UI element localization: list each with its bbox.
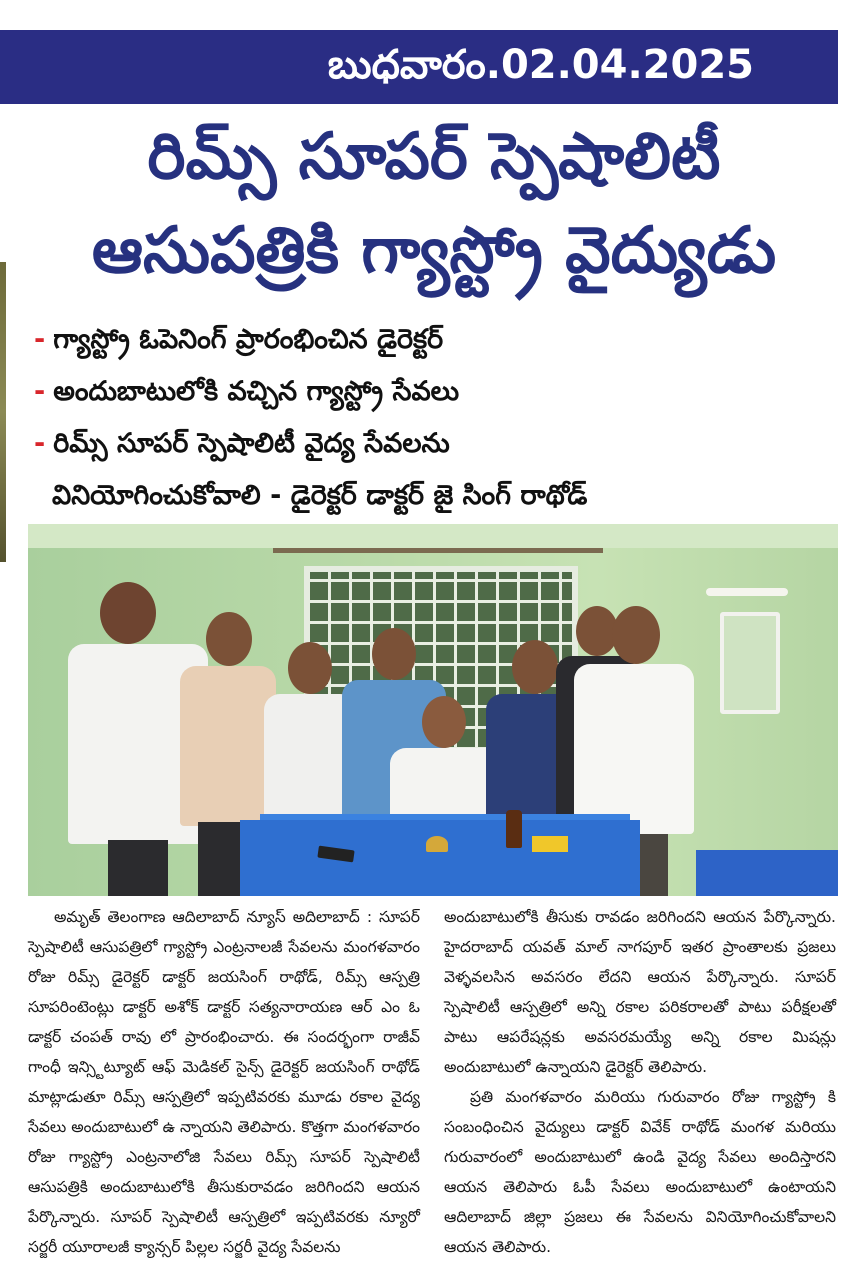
examination-bed: [696, 850, 838, 896]
article-paragraph: అందుబాటులోకి తీసుకు రావడం జరిగిందని ఆయన పేర్కొన్నారు. హైదరాబాద్ యవత్ మాల్ నాగపూర్ ఇతర ప్రాంతాలకు ప్రజలు వెళ్ళవలసిన అవసరం లేదని ఆయన పేర్కొన్నారు. సూపర్ స్పెషాలిటీ ఆస్పత్రిలో అన్ని రకాల పరికరాలతో పాటు పరీక్షలతో పాటు ఆపరేషన్లకు అవసరమయ్యే అన్ని రకాల మిషన్లు అందుబాటులో ఉన్నాయని డైరెక్టర్ తెలిపారు.: [444, 908, 836, 1076]
publication-date: బుధవారం.02.04.2025: [327, 42, 754, 88]
book-object: [532, 836, 568, 852]
adjacent-article-photo-edge: [0, 262, 6, 562]
article-column-right: [444, 902, 836, 1262]
subheadline-item: - అందుబాటులోకి వచ్చిన గ్యాస్ట్రో సేవలు: [34, 376, 460, 407]
blue-table: [240, 820, 640, 896]
article-paragraph: అమృత్ తెలంగాణ ఆదిలాబాద్ న్యూస్ అదిలాబాద్ : సూపర్ స్పెషాలిటీ ఆసుపత్రిలో గ్యాస్ట్రో ఎంట్రనాలజీ సేవలను మంగళవారం రోజు రిమ్స్ డైరెక్టర్ డాక్టర్ జయసింగ్ రాథోడ్, రిమ్స్ ఆస్పత్రి సూపరింటెంట్లు డాక్టర్ అశోక్ డాక్టర్ సత్యనారాయణ ఆర్ ఎం ఓ డాక్టర్ చంపత్ రావు లో ప్రారంభించారు. ఈ సందర్భంగా రాజీవ్ గాంధీ ఇన్స్టిట్యూట్ ఆఫ్ మెడికల్ సైన్స్ డైరెక్టర్ జయసింగ్ రాథోడ్ మాట్లాడుతూ రిమ్స్ ఆస్పత్రిలో ఇప్పటివరకు మూడు రకాల వైద్య సేవలు అందుబాటులో ఉ న్నాయని తెలిపారు. కొత్తగా మంగళవారం రోజు గ్యాస్ట్రో ఎంట్రనాలోజి సేవలు రిమ్స్ సూపర్ స్పెషాలిటీ ఆసుపత్రికి అందుబాటులోకి తీసుకురావడం జరిగిందని ఆయన పేర్కొన్నారు. సూపర్ స్పెషాలిటీ ఆస్పత్రిలో ఇప్పటివరకు న్యూరో సర్జరీ యూరాలజీ క్యాన్సర్ పిల్లల సర్జరీ వైద్య సేవలను: [28, 908, 420, 1256]
subheadline-item: - గ్యాస్ట్రో ఓపెనింగ్ ప్రారంభించిన డైరెక్టర్: [34, 324, 444, 355]
headline-line-2: ఆసుపత్రికి గ్యాస్ట్రో వైద్యుడు: [91, 214, 777, 288]
article-paragraph: ప్రతి మంగళవారం మరియు గురువారం రోజు గ్యాస్ట్రో కి సంబంధించిన వైద్యులు డాక్టర్ వివేక్ రాథోడ్ మంగళ మరియు గురువారంలో అందుబాటులో ఉండి వైద్య సేవలు అందిస్తారని ఆయన తెలిపారు ఓపీ సేవలు అందుబాటులో ఉంటాయని ఆదిలాబాద్ జిల్లా ప్రజలు ఈ సేవలను వినియోగించుకోవాలని ఆయన తెలిపారు.: [444, 1088, 836, 1256]
article-column-left: [28, 902, 420, 1262]
subheadline-item: - రిమ్స్ సూపర్ స్పెషాలిటీ వైద్య సేవలను: [34, 428, 450, 459]
subheadline-list: [34, 314, 854, 522]
subheadline-item-continuation: వినియోగించుకోవాలి - డైరెక్టర్ డాక్టర్ జై సింగ్ రాథోడ్: [52, 480, 588, 511]
desk-bell: [426, 836, 448, 852]
headline-line-1: రిమ్స్ సూపర్ స్పెషాలిటీ: [147, 120, 721, 194]
mirror-illustration: [720, 612, 780, 714]
date-banner: [0, 30, 838, 104]
news-photo: [28, 524, 838, 896]
bottle-object: [506, 810, 522, 848]
